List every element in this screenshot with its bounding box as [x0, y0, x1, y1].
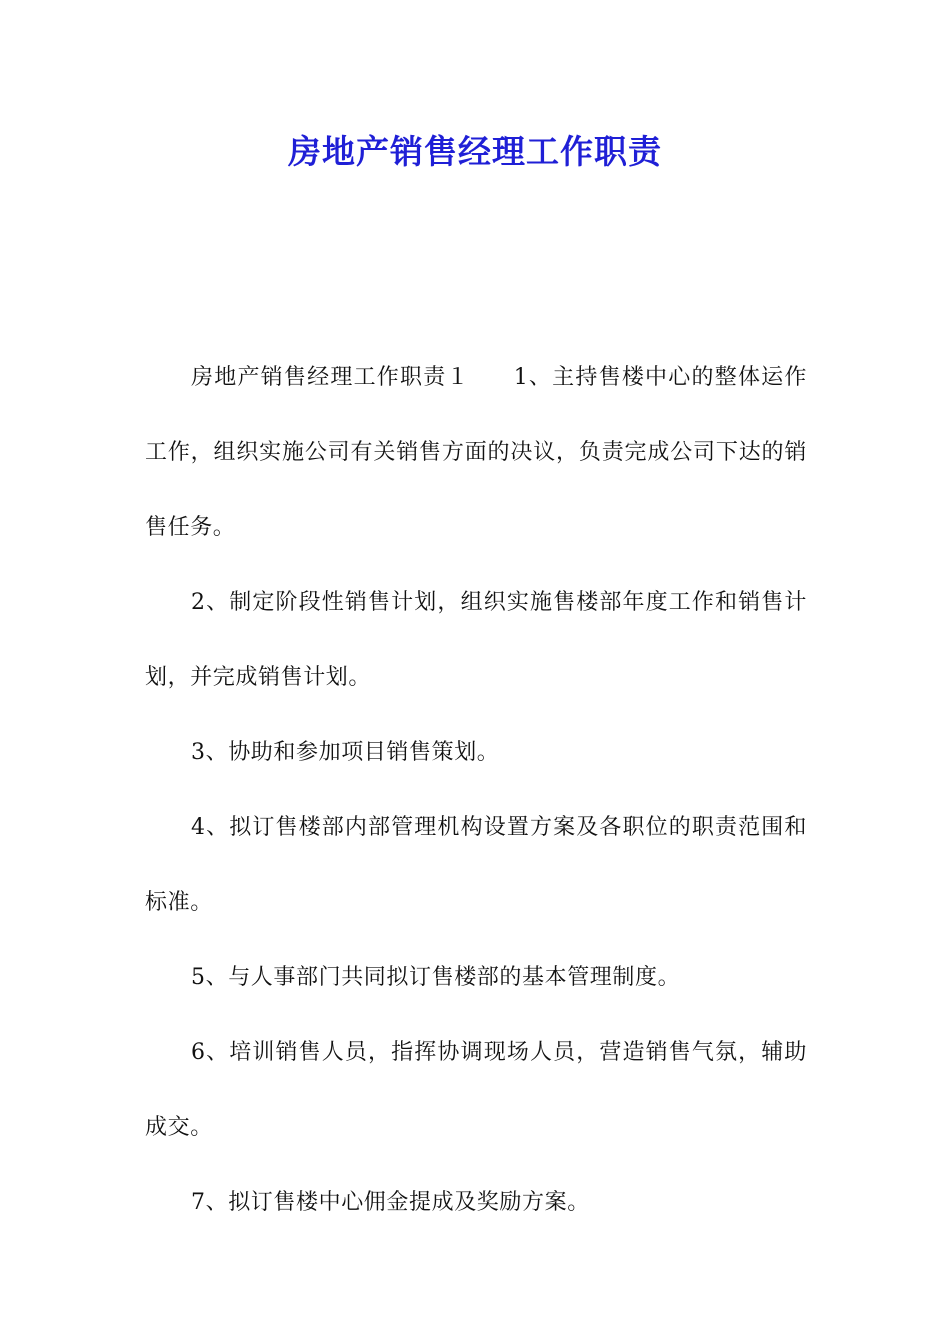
paragraph-5: 5、与人事部门共同拟订售楼部的基本管理制度。 [191, 965, 681, 990]
paragraph-4: 4、拟订售楼部内部管理机构设置方案及各职位的职责范围和标准。 [145, 815, 807, 915]
document-body [145, 340, 807, 1240]
paragraph-6: 6、培训销售人员，指挥协调现场人员，营造销售气氛，辅助成交。 [145, 1040, 807, 1140]
paragraph-1-text: 1、主持售楼中心的整体运作工作，组织实施公司有关销售方面的决议，负责完成公司下达的销售任务。 [145, 365, 807, 540]
intro-heading: 房地产销售经理工作职责１ [191, 365, 470, 390]
paragraph-3: 3、协助和参加项目销售策划。 [191, 740, 500, 765]
paragraph-7: 7、拟订售楼中心佣金提成及奖励方案。 [191, 1190, 590, 1215]
paragraph-1 [145, 340, 807, 565]
document-title: 房地产销售经理工作职责 [288, 132, 662, 171]
paragraph-2: 2、制定阶段性销售计划，组织实施售楼部年度工作和销售计划，并完成销售计划。 [145, 590, 807, 690]
